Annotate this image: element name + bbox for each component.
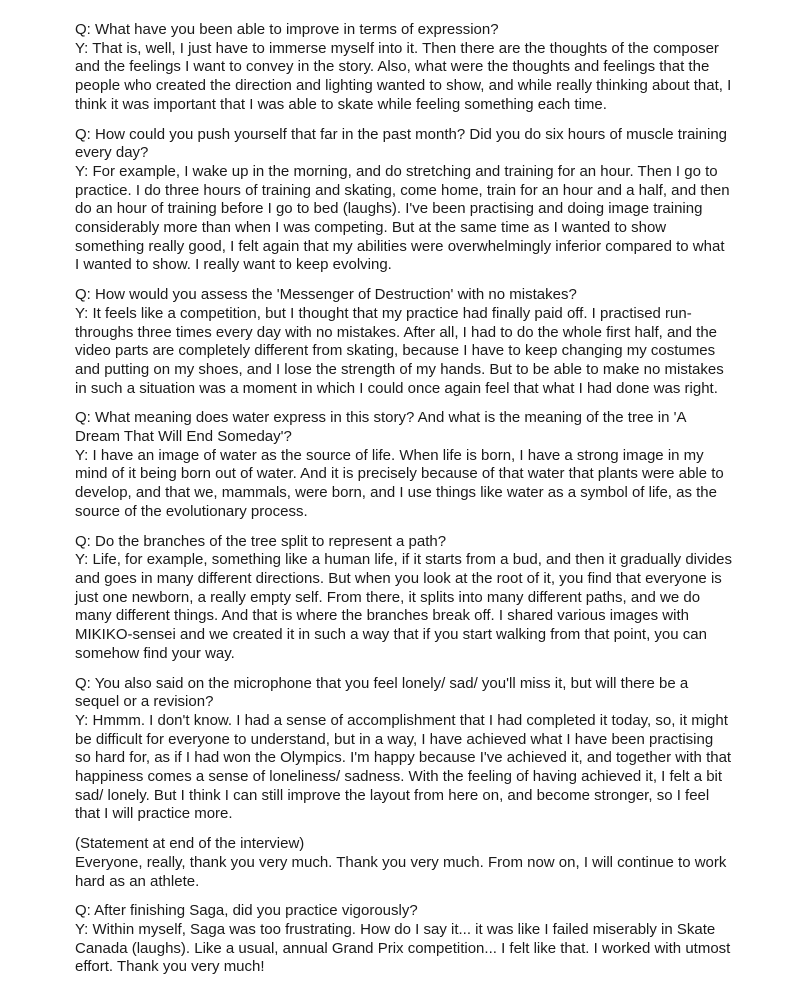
text-line: source of the evolutionary process. (75, 502, 308, 520)
answer-line: Y: Life, for example, something like a human life, if it starts from a bud, and then it gradually divides (75, 551, 733, 569)
text-line: effort. Thank you very much! (75, 958, 265, 976)
question-line: Q: How would you assess the 'Messenger of Destruction' with no mistakes? (75, 286, 577, 304)
text-line: be difficult for everyone to understand, but in a way, I have achieved what I have been practising (75, 730, 714, 748)
question-line: Q: Do the branches of the tree split to represent a path? (75, 532, 447, 550)
text-line: and the feelings I want to convey in the story. Also, what were the thoughts and feelings that the (75, 58, 710, 76)
text-line: people who created the direction and lighting wanted to show, and while really thinking about that, I (75, 77, 732, 95)
text-line: in such a situation was a moment in which I could once again feel that what I had done was right. (75, 379, 718, 397)
text-line: many different things. And that is where the branches break off. I shared various images with (75, 607, 689, 625)
text-line: somehow find your way. (75, 644, 235, 662)
question-line: Q: How could you push yourself that far in the past month? Did you do six hours of muscle training (75, 125, 728, 143)
text-line: MIKIKO-sensei and we created it in such a way that if you start walking from that point, you can (75, 626, 707, 644)
question-line: Q: What have you been able to improve in terms of expression? (75, 21, 499, 38)
answer-line: Y: Hmmm. I don't know. I had a sense of accomplishment that I had completed it today, so, it might (75, 711, 728, 729)
qa-block (75, 286, 775, 398)
text-line: considerably more than when I was competing. But at the same time as I wanted to show (75, 219, 667, 237)
qa-block (75, 902, 775, 977)
statement-block (75, 835, 775, 891)
text-line: I wanted to show. I really want to keep evolving. (75, 256, 392, 274)
text-line: so hard for, as if I had won the Olympics. I'm happy because I've achieved it, and together with that (75, 749, 732, 767)
text-line: happiness comes a sense of loneliness/ sadness. With the feeling of having achieved it, I felt a bit (75, 768, 723, 786)
answer-line: Y: For example, I wake up in the morning, and do stretching and training for an hour. Then I go to (75, 162, 718, 180)
question-line: Q: You also said on the microphone that you feel lonely/ sad/ you'll miss it, but will there be a (75, 674, 689, 692)
text-line: practice. I do three hours of training and skating, come home, train for an hour and a half, and then (75, 181, 730, 199)
text-line: develop, and that we, mammals, were born, and I use things like water as a symbol of life, as the (75, 484, 717, 502)
interview-transcript (75, 21, 775, 977)
qa-block (75, 126, 775, 276)
note-line: (Statement at end of the interview) (75, 835, 305, 853)
answer-line: Y: It feels like a competition, but I thought that my practice had finally paid off. I practised run- (75, 304, 692, 322)
text-line: just one newborn, a really empty self. From there, it splits into many different paths, and we do (75, 588, 701, 606)
qa-block (75, 675, 775, 825)
answer-line: Y: Within myself, Saga was too frustrating. How do I say it... it was like I failed miserably in Skate (75, 920, 716, 938)
text-line: that I will practice more. (75, 805, 233, 823)
text-line: throughs three times every day with no mistakes. After all, I had to do the whole first half, and the (75, 323, 718, 341)
qa-block (75, 409, 775, 521)
text-line: do an hour of training before I go to bed (laughs). I've been practising and doing image training (75, 200, 703, 218)
answer-line: Y: I have an image of water as the source of life. When life is born, I have a strong image in my (75, 446, 704, 464)
text-line: and putting on my shoes, and I lose the strength of my hands. But to be able to make no mistakes (75, 360, 724, 378)
text-line: mind of it being born out of water. And it is precisely because of that water that plants were able to (75, 465, 724, 483)
text-line: sad/ lonely. But I think I can still improve the layout from here on, and become stronger, so I feel (75, 786, 710, 804)
answer-line: Y: That is, well, I just have to immerse myself into it. Then there are the thoughts of the composer (75, 39, 719, 57)
text-line: Canada (laughs). Like a usual, annual Grand Prix competition... I felt like that. I worked with utmost (75, 939, 731, 957)
text-line: Everyone, really, thank you very much. Thank you very much. From now on, I will continue to work (75, 853, 727, 871)
question-line: Q: After finishing Saga, did you practice vigorously? (75, 902, 418, 920)
text-line: every day? (75, 144, 149, 162)
qa-block (75, 533, 775, 664)
text-line: think it was important that I was able to skate while feeling something each time. (75, 95, 607, 113)
text-line: something really good, I felt again that my abilities were overwhelmingly inferior compared to what (75, 237, 725, 255)
question-line: Q: What meaning does water express in this story? And what is the meaning of the tree in 'A (75, 409, 687, 427)
text-line: hard as an athlete. (75, 872, 200, 890)
text-line: Dream That Will End Someday'? (75, 428, 292, 446)
qa-block (75, 21, 775, 115)
text-line: and goes in many different directions. But when you look at the root of it, you find that everyone is (75, 569, 722, 587)
text-line: video parts are completely different from skating, because I have to keep changing my costumes (75, 342, 716, 360)
text-line: sequel or a revision? (75, 693, 214, 711)
